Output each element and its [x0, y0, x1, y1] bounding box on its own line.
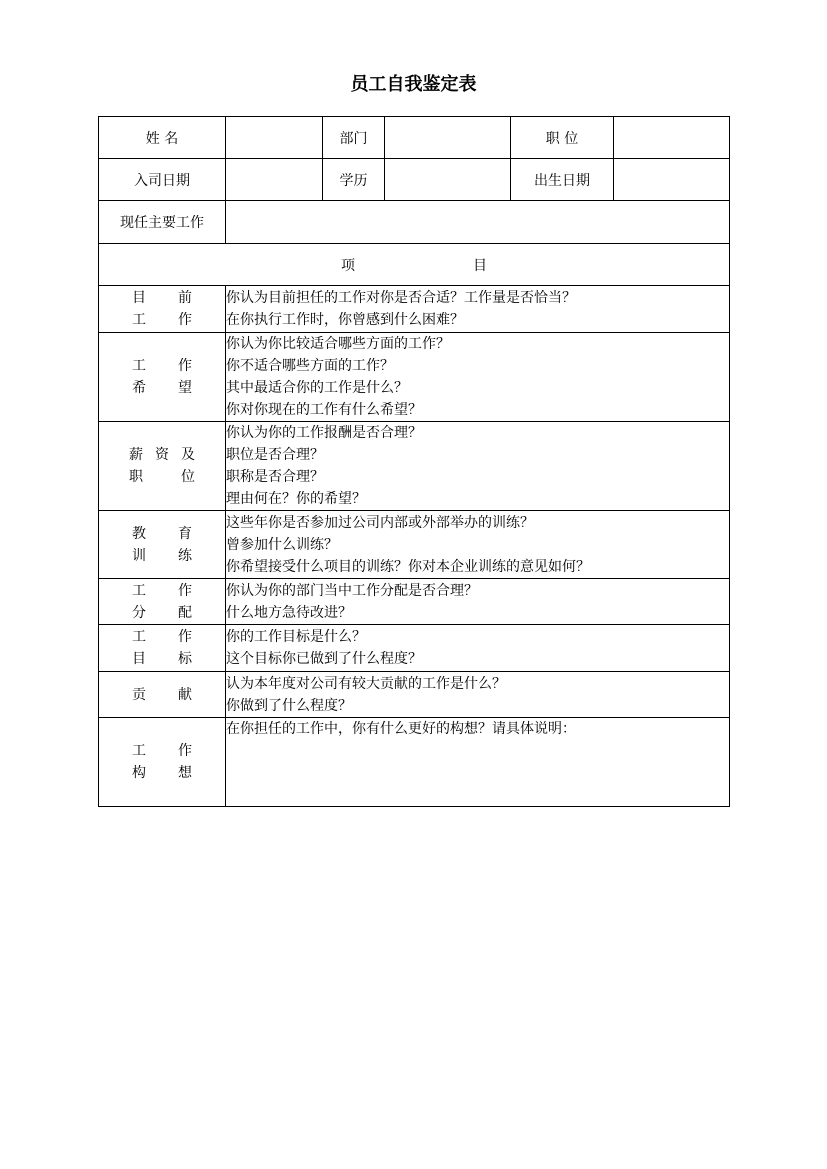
section-row — [99, 422, 730, 511]
section-row — [99, 511, 730, 579]
section-category: 工 作 分 配 — [99, 579, 226, 625]
section-row — [99, 333, 730, 422]
join-date-field[interactable] — [226, 159, 323, 201]
section-questions[interactable]: 你认为你的工作报酬是否合理？ 职位是否合理？ 职称是否合理？ 理由何在？你的希望？ — [226, 422, 730, 511]
items-header-row — [99, 244, 730, 286]
position-field[interactable] — [614, 117, 730, 159]
self-evaluation-table — [98, 116, 730, 807]
education-label: 学历 — [323, 159, 385, 201]
section-questions[interactable]: 你认为你的部门当中工作分配是否合理？ 什么地方急待改进？ — [226, 579, 730, 625]
name-field[interactable] — [226, 117, 323, 159]
info-row-1 — [99, 117, 730, 159]
info-row-2 — [99, 159, 730, 201]
section-category: 目 前 工 作 — [99, 286, 226, 333]
education-field[interactable] — [385, 159, 511, 201]
name-label: 姓 名 — [99, 117, 226, 159]
section-category: 教 育 训 练 — [99, 511, 226, 579]
birth-date-field[interactable] — [614, 159, 730, 201]
section-questions[interactable]: 你认为你比较适合哪些方面的工作？ 你不适合哪些方面的工作？ 其中最适合你的工作是什么？ 你对你现在的工作有什么希望？ — [226, 333, 730, 422]
info-row-3 — [99, 201, 730, 244]
section-questions[interactable]: 你的工作目标是什么？ 这个目标你已做到了什么程度？ — [226, 625, 730, 672]
section-category: 工 作 构 想 — [99, 718, 226, 807]
section-questions[interactable]: 你认为目前担任的工作对你是否合适？工作量是否恰当？ 在你执行工作时，你曾感到什么困难？ — [226, 286, 730, 333]
section-row — [99, 625, 730, 672]
current-work-field[interactable] — [226, 201, 730, 244]
section-row — [99, 672, 730, 718]
section-row — [99, 286, 730, 333]
page-title: 员工自我鉴定表 — [350, 74, 477, 95]
dept-field[interactable] — [385, 117, 511, 159]
section-category: 贡 献 — [99, 672, 226, 718]
section-row — [99, 718, 730, 807]
position-label: 职 位 — [511, 117, 614, 159]
section-row — [99, 579, 730, 625]
section-category: 工 作 目 标 — [99, 625, 226, 672]
items-header: 项 目 — [99, 244, 730, 286]
section-category: 薪 资 及 职 位 — [99, 422, 226, 511]
join-date-label: 入司日期 — [99, 159, 226, 201]
dept-label: 部门 — [323, 117, 385, 159]
section-questions[interactable]: 在你担任的工作中，你有什么更好的构想？请具体说明： — [226, 718, 730, 807]
section-questions[interactable]: 认为本年度对公司有较大贡献的工作是什么？ 你做到了什么程度？ — [226, 672, 730, 718]
birth-date-label: 出生日期 — [511, 159, 614, 201]
section-questions[interactable]: 这些年你是否参加过公司内部或外部举办的训练？ 曾参加什么训练？ 你希望接受什么项目的训练？你对本企业训练的意见如何？ — [226, 511, 730, 579]
current-work-label: 现任主要工作 — [99, 201, 226, 244]
section-category: 工 作 希 望 — [99, 333, 226, 422]
